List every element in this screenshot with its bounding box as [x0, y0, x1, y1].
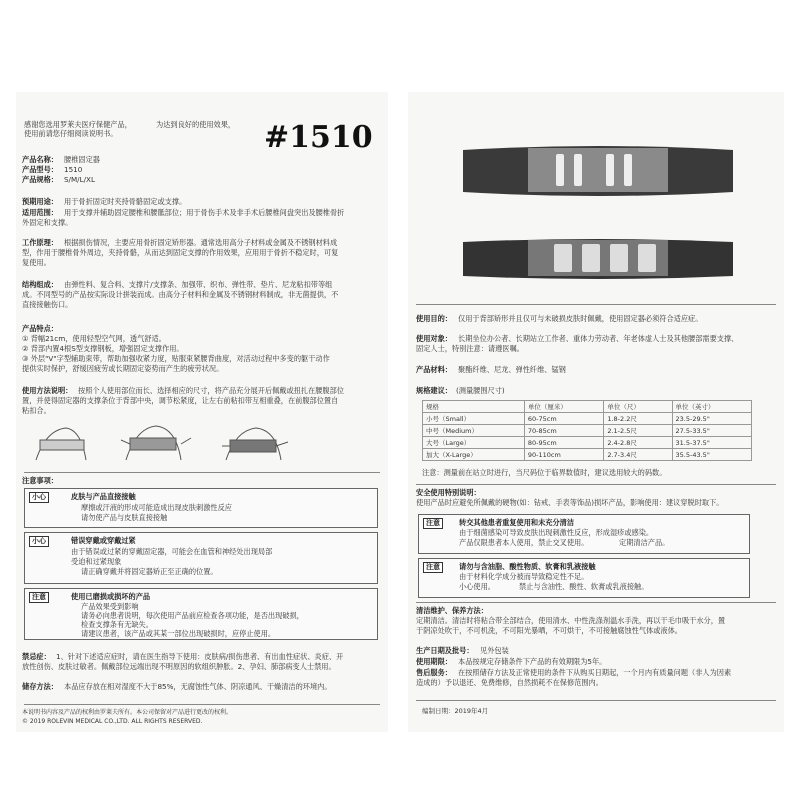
left-page: [16, 92, 388, 732]
warning-tag: 注意: [423, 562, 443, 573]
table-cell: 27.5-33.5": [672, 425, 751, 437]
divider: [416, 484, 776, 485]
warning-box: [418, 514, 750, 554]
warning-title: 请勿与含油脂、酸性物质、软膏和乳液接触: [459, 562, 596, 571]
warning-box: [24, 588, 378, 640]
warning-line: 由于错误或过紧的穿戴固定器，可能会在血管和神经处出现局部: [71, 547, 273, 556]
warning-line: 产品仅限患者本人使用，禁止交叉使用。: [459, 538, 589, 547]
storage-value: 本品应存放在相对湿度不大于85%，无腐蚀性气体、阴凉通风、干燥清洁的环境内。: [64, 682, 332, 691]
product-image-front: [458, 234, 738, 284]
users-line: 长期坐位办公者、长期站立工作者、重体力劳动者、年老体虚人士及其他腰部需要支撑、: [458, 334, 739, 343]
principle-line: 根据损伤情况，主要应用骨折固定矫形器。通常选用高分子材料或金属及不锈钢材料成: [64, 238, 338, 247]
after-label: 售后服务：: [416, 668, 452, 677]
warning-line: 请正确穿戴并将固定器矫正至正确的位置。: [81, 567, 218, 576]
footer-line: 本公司保留对产品进行更改的权利。: [136, 709, 233, 716]
principle-label: 工作原理：: [22, 238, 58, 247]
safety-value: 使用产品时应避免所佩戴的硬物(如：钻戒、手表等饰品)损坏产品，影响使用：建议穿脱时取下。: [416, 498, 724, 507]
table-cell: 90-110cm: [524, 449, 603, 461]
structure-line: 成。不同型号的产品按实际设计拼装而成。由高分子材料和金属及不锈钢材料制成，非无菌提供，不: [22, 290, 339, 299]
warning-line: 小心使用。: [459, 582, 495, 591]
safety-label: 安全使用特别说明：: [416, 488, 481, 497]
table-header: 单位（尺）: [604, 401, 672, 413]
features-line: ② 背部内置4根S型支撑钢板，增强固定支撑作用。: [22, 344, 184, 353]
warning-line: 请建议患者，该产品或其某一部位出现破损时，应停止使用。: [81, 629, 276, 638]
usage-illustration: [26, 420, 346, 468]
purpose-value: 用于骨折固定时夹持骨骼固定或支撑。: [64, 197, 187, 206]
contra-line: 放性创伤、皮肤过敏者。佩戴部位远端出现不明原因的软组织肿胀。2、孕妇、肺部病变人士禁用。: [22, 662, 336, 671]
info-label: 产品名称：: [22, 155, 58, 164]
edit-date: 编制日期：2019年4月: [422, 707, 489, 715]
scope-line: 外固定和支撑。: [22, 218, 73, 227]
size-tip: 注意：测量前在站立时进行，当尺码位于临界数值时，建议选用较大的码数。: [422, 468, 667, 477]
table-cell: 35.5-43.5": [672, 449, 751, 461]
footer-line: © 2019 ROLEVIN MEDICAL CO.,LTD. ALL RIGHTS RESERVED.: [22, 718, 203, 725]
divider: [416, 700, 776, 701]
care-line: 于阴凉处吹干，不可机洗，不可阳光暴晒，不可烘干，不可接触腐蚀性气体或液体。: [416, 626, 682, 635]
material-label: 产品材料：: [416, 365, 452, 374]
footer-line: 本说明书内容及产品的权利由罗莱夫所有。: [22, 709, 137, 716]
info-value: S/M/L/XL: [64, 175, 95, 184]
features-line: ① 背幅21cm，使用轻型空气网，透气舒适。: [22, 334, 166, 343]
info-label: 产品规格：: [22, 175, 58, 184]
table-cell: 80-95cm: [524, 437, 603, 449]
table-cell: 小号（Small）: [423, 413, 525, 425]
scope-label: 适用范围：: [22, 208, 58, 217]
principle-line: 复使用。: [22, 258, 51, 267]
table-cell: 加大（X-Large）: [423, 449, 525, 461]
warning-line: 受迫和过紧现象: [71, 557, 122, 566]
usage-label: 使用方法说明：: [22, 386, 73, 395]
warning-line: 禁止与含油性、酸性、软膏或乳液接触。: [519, 582, 649, 591]
batch-value: 见外包装: [480, 646, 509, 655]
info-label: 产品型号：: [22, 165, 58, 174]
size-table: [422, 400, 752, 461]
warning-box: [24, 532, 378, 584]
features-line: ③ 外层"V"字型辅助束带，帮助加强收紧力度，贴服束紧腰背曲度，对活动过程中多变的躯干动作: [22, 354, 330, 363]
info-value: 腰椎固定器: [64, 155, 100, 164]
size-note: (测量腰围尺寸): [456, 386, 505, 395]
warning-line: 检查支撑条有无缺失。: [81, 620, 153, 629]
warning-title: 错误穿戴或穿戴过紧: [71, 536, 136, 545]
structure-label: 结构组成：: [22, 280, 58, 289]
table-cell: 中号（Medium）: [423, 425, 525, 437]
divider: [24, 704, 380, 705]
table-header: 单位（厘米）: [524, 401, 603, 413]
intro-line: 为达到良好的使用效果，: [156, 120, 236, 129]
users-label: 使用对象：: [416, 334, 452, 343]
warning-title: 皮肤与产品直接接触: [71, 492, 136, 501]
warning-box: [418, 558, 750, 598]
table-cell: 23.5-29.5": [672, 413, 751, 425]
table-row: [423, 425, 752, 437]
warning-line: 请勿使产品与皮肤直接接触: [81, 513, 168, 522]
structure-line: 由弹性料、复合料、支撑片/支撑条、加强带、织布、弹性带、垫片、尼龙粘扣带等组: [64, 280, 333, 289]
divider: [416, 304, 776, 305]
table-row: [423, 413, 752, 425]
info-value: 1510: [64, 165, 83, 174]
purpose-value: 仅用于背部矫形并且仅可与未破损皮肤时佩戴，使用固定器必须符合适应症。: [458, 314, 703, 323]
warning-tag: 注意: [29, 592, 49, 603]
table-cell: 2.7-3.4尺: [604, 449, 672, 461]
warning-box: [24, 488, 378, 528]
usage-line: 按照个人使用部位而长、选择相应的尺寸，将产品充分展开后佩戴或扭扎在腰腹部位: [78, 386, 344, 395]
table-header: 单位（英寸）: [672, 401, 751, 413]
usage-line: 置，并使得固定器的支撑条位于背部中央，调节松紧度，让左右前粘扣带互相重叠，在前腹部位置自: [22, 396, 339, 405]
intro-line: 感谢您选用罗莱夫医疗保健产品，: [24, 120, 132, 129]
warning-title: 使用已磨损或损坏的产品: [71, 592, 151, 601]
features-line: 提供实时保护，舒缓因疲劳或长期固定姿势而产生的疲劳状况。: [22, 364, 224, 373]
product-image-back: [458, 140, 738, 202]
care-line: 定期清洁。清洁时将粘合带全部结合，使用清水、中性洗涤剂温水手洗，再以干毛巾吸干水分，置: [416, 616, 726, 625]
warning-tag: 小心: [29, 492, 49, 503]
table-cell: 2.1-2.5尺: [604, 425, 672, 437]
scope-line: 用于支撑并辅助固定腰椎和腰骶部位；用于骨伤手术及非手术后腰椎间盘突出及腰椎骨折: [64, 208, 345, 217]
structure-line: 直接接触伤口。: [22, 300, 73, 309]
contra-label: 禁忌症：: [22, 652, 51, 661]
model-heading: #1510: [264, 120, 373, 155]
size-label: 规格建议：: [416, 386, 452, 395]
table-header: 规格: [423, 401, 525, 413]
divider: [416, 602, 776, 603]
care-label: 清洁维护、保养方法：: [416, 606, 488, 615]
warning-title: 转交其他患者重复使用和未充分清洁: [459, 518, 575, 527]
table-cell: 70-85cm: [524, 425, 603, 437]
warning-line: 由于细菌感染可导致皮肤出现刺激性反应，形成湿疹或感染。: [459, 528, 654, 537]
right-page: [408, 92, 784, 732]
users-line: 固定人士，特别注意：请遵医嘱。: [416, 344, 524, 353]
material-value: 聚酯纤维、尼龙、弹性纤维、锰钢: [458, 365, 566, 374]
life-value: 本品按规定存储条件下产品的有效期限为5年。: [458, 657, 607, 666]
table-row: [423, 437, 752, 449]
warning-line: 由于材料化学成分被而导致稳定性不足。: [459, 572, 589, 581]
table-cell: 2.4-2.8尺: [604, 437, 672, 449]
warning-line: 请务必向患者说明，每次使用产品前应检查各项功能，是否出现破损，: [81, 611, 304, 620]
principle-line: 型，作用于腰椎骨外周边，夹持骨骼，从而达到固定支撑的作用效果，应用用于骨折不稳定时，可复: [22, 248, 339, 257]
contra-line: 1、针对下述适应症时，请在医生指导下使用：皮肤病/损伤患者、有出血性症状、炎症、开: [56, 652, 344, 661]
warning-line: 摩擦或汗液的形成可能造成出现皮肤刺激性反应: [81, 503, 232, 512]
storage-label: 储存方法：: [22, 682, 58, 691]
purpose-label: 预期用途：: [22, 197, 58, 206]
features-label: 产品特点：: [22, 324, 58, 333]
warning-line: 产品效果受到影响: [81, 602, 139, 611]
warning-line: 定期清洁产品。: [619, 538, 670, 547]
batch-label: 生产日期及批号：: [416, 646, 474, 655]
after-line: 造成的）予以退还、免费维修，自然损耗不在保修范围内。: [416, 678, 603, 687]
after-line: 在按照储存方法及正常使用的条件下从购买日期起，一个月内有质量问题（非人为因素: [458, 668, 732, 677]
table-header-row: [423, 401, 752, 413]
warning-tag: 小心: [29, 536, 49, 547]
life-label: 使用期限：: [416, 657, 452, 666]
intro-line: 使用前请您仔细阅读说明书。: [24, 129, 118, 138]
table-cell: 31.5-37.5": [672, 437, 751, 449]
warning-tag: 注意: [423, 518, 443, 529]
notice-label: 注意事项：: [22, 476, 58, 485]
divider: [24, 472, 380, 473]
table-cell: 60-75cm: [524, 413, 603, 425]
table-cell: 1.8-2.2尺: [604, 413, 672, 425]
usage-line: 粘扣合。: [22, 406, 51, 415]
table-cell: 大号（Large）: [423, 437, 525, 449]
purpose-label: 使用目的：: [416, 314, 452, 323]
table-row: [423, 449, 752, 461]
